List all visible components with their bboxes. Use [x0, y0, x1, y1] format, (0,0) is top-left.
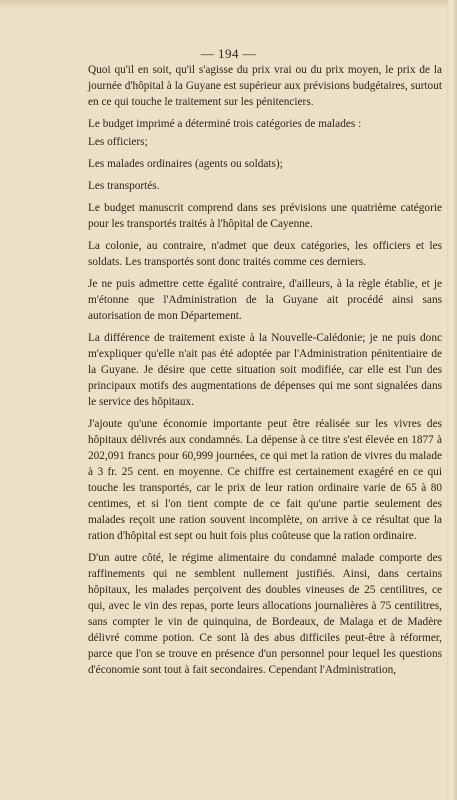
list-item: Les officiers;: [88, 136, 148, 148]
paragraph: Le budget imprimé a déterminé trois catégories de malades :: [88, 118, 362, 130]
paragraph: Le budget manuscrit comprend dans ses prévisions une quatrième catégorie pour les transportés traités à l'hôpital de Cayenne.: [88, 202, 442, 230]
category-list: [88, 134, 442, 194]
list-item: Les transportés.: [88, 180, 160, 192]
paragraph: J'ajoute qu'une économie importante peut être réalisée sur les vivres des hôpitaux délivrés aux condamnés. La dépense à ce titre s'est élevée en 1877 à 202,091 francs pour 60,999 journées, ce qui met la ration de vivres du malade à 3 fr. 25 cent. en moyenne. Ce chiffre est certainement exagéré en ce qui touche les transportés, car le prix de leur ration ordinaire varie de 65 à 80 centimes, et si l'on tient compte de ce fait qu'une partie seulement des malades reçoit une ration souvent incomplète, on arrive à ce résultat que la ration d'hôpital est sept ou huit fois plus coûteuse que la ration ordinaire.: [88, 418, 442, 542]
page-number: — 194 —: [200, 46, 257, 61]
paragraph: La colonie, au contraire, n'admet que deux catégories, les officiers et les soldats. Les transportés sont donc traités comme ces derniers.: [88, 240, 442, 268]
body-text: [88, 62, 442, 684]
paragraph: La différence de traitement existe à la Nouvelle-Calédonie; je ne puis donc m'expliquer qu'elle n'ait pas été adoptée par l'Administration pénitentiaire de la Guyane. Je désire que cette situation soit modifiée, car elle est l'un des principaux motifs des augmentations de dépenses qui me sont signalées dans le service des hôpitaux.: [88, 332, 442, 408]
page-edge: [447, 0, 457, 800]
page-shadow: [0, 0, 457, 8]
paragraph: D'un autre côté, le régime alimentaire du condamné malade comporte des raffinements qui ne semblent nullement justifiés. Ainsi, dans certains hôpitaux, les malades perçoivent des doubles vineuses de 25 centilitres, ce qui, avec le vin des repas, porte leurs allocations journalières à 75 centilitres, sans compter le vin de quinquina, de Bordeaux, de Malaga et de Madère délivré comme potion. Ce sont là des abus difficiles peut-être à réformer, parce que l'on se trouve en présence d'un personnel pour lequel les questions d'économie sont tout à fait secondaires. Cependant l'Administration,: [88, 552, 442, 676]
paragraph: Je ne puis admettre cette égalité contraire, d'ailleurs, à la règle établie, et je m'étonne que l'Administration de la Guyane ait procédé ainsi sans autorisation de mon Département.: [88, 278, 442, 322]
paragraph: Quoi qu'il en soit, qu'il s'agisse du prix vrai ou du prix moyen, le prix de la journée d'hôpital à la Guyane est supérieur aux prévisions budgétaires, surtout en ce qui touche le traitement sur les pénitenciers.: [88, 64, 442, 108]
list-item: Les malades ordinaires (agents ou soldats);: [88, 158, 283, 170]
